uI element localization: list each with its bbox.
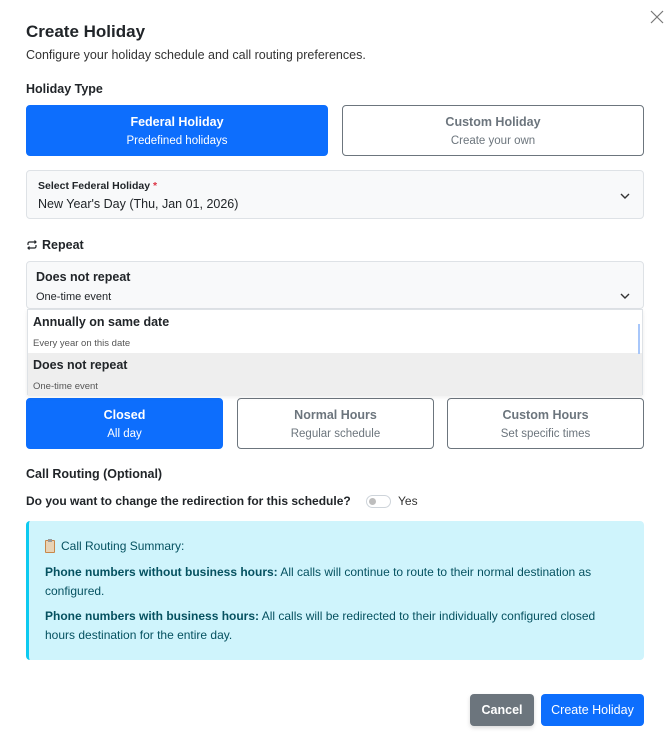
option-title: Normal Hours: [294, 407, 377, 422]
summary-heading: Call Routing Summary:: [45, 539, 184, 553]
repeat-dropdown-menu: [27, 309, 643, 395]
federal-holiday-value: New Year's Day (Thu, Jan 01, 2026): [38, 197, 239, 211]
repeat-label: Repeat: [26, 238, 84, 252]
close-button[interactable]: [650, 10, 666, 26]
modal-title: Create Holiday: [26, 22, 146, 41]
toggle-knob: [369, 498, 376, 505]
federal-holiday-option[interactable]: [26, 105, 328, 156]
summary-item-without-hours: Phone numbers without business hours: All calls will continue to route to their normal destination as configured.: [45, 565, 592, 598]
custom-hours-option[interactable]: [447, 398, 644, 449]
chevron-down-icon: [619, 190, 631, 202]
normal-hours-option[interactable]: [237, 398, 434, 449]
federal-holiday-select[interactable]: [26, 170, 644, 219]
option-title: Custom Holiday: [445, 114, 541, 129]
call-routing-summary: [26, 521, 644, 660]
create-holiday-button[interactable]: Create Holiday: [541, 694, 644, 726]
close-icon: [650, 10, 664, 24]
option-subtitle: All day: [107, 427, 142, 440]
repeat-option-does-not-repeat[interactable]: [28, 353, 642, 396]
option-subtitle: Every year on this date: [33, 338, 131, 349]
holiday-type-label: Holiday Type: [26, 82, 103, 96]
option-title: Does not repeat: [33, 358, 128, 372]
dropdown-scrollbar[interactable]: [638, 324, 640, 354]
option-title: Custom Hours: [502, 407, 589, 422]
repeat-selected-title: Does not repeat: [36, 270, 131, 284]
option-title: Closed: [103, 407, 146, 422]
option-subtitle: Predefined holidays: [126, 134, 228, 147]
option-subtitle: Regular schedule: [290, 427, 381, 440]
repeat-option-annually[interactable]: [28, 310, 642, 353]
repeat-icon: [26, 239, 38, 251]
cancel-button[interactable]: Cancel: [470, 694, 534, 726]
option-subtitle: Set specific times: [500, 427, 591, 440]
federal-holiday-label: Select Federal Holiday *: [38, 180, 158, 192]
option-subtitle: One-time event: [33, 381, 98, 392]
option-title: Annually on same date: [33, 315, 170, 329]
summary-item-with-hours: Phone numbers with business hours: All calls will be redirected to their individually configured closed hours destination for the entire day.: [45, 609, 596, 642]
clipboard-icon: [45, 540, 55, 553]
call-routing-label: Call Routing (Optional): [26, 467, 163, 481]
redirection-toggle[interactable]: [366, 495, 391, 508]
modal-subtitle: Configure your holiday schedule and call routing preferences.: [26, 48, 366, 62]
redirection-question: Do you want to change the redirection for this schedule?: [26, 494, 351, 508]
toggle-label: Yes: [398, 494, 418, 508]
custom-holiday-option[interactable]: [342, 105, 644, 156]
required-mark: *: [152, 180, 158, 192]
closed-option[interactable]: [26, 398, 223, 449]
repeat-selected-subtitle: One-time event: [36, 291, 112, 303]
repeat-select[interactable]: [26, 261, 644, 309]
option-subtitle: Create your own: [450, 134, 536, 147]
chevron-down-icon: [619, 290, 631, 302]
option-title: Federal Holiday: [130, 114, 224, 129]
